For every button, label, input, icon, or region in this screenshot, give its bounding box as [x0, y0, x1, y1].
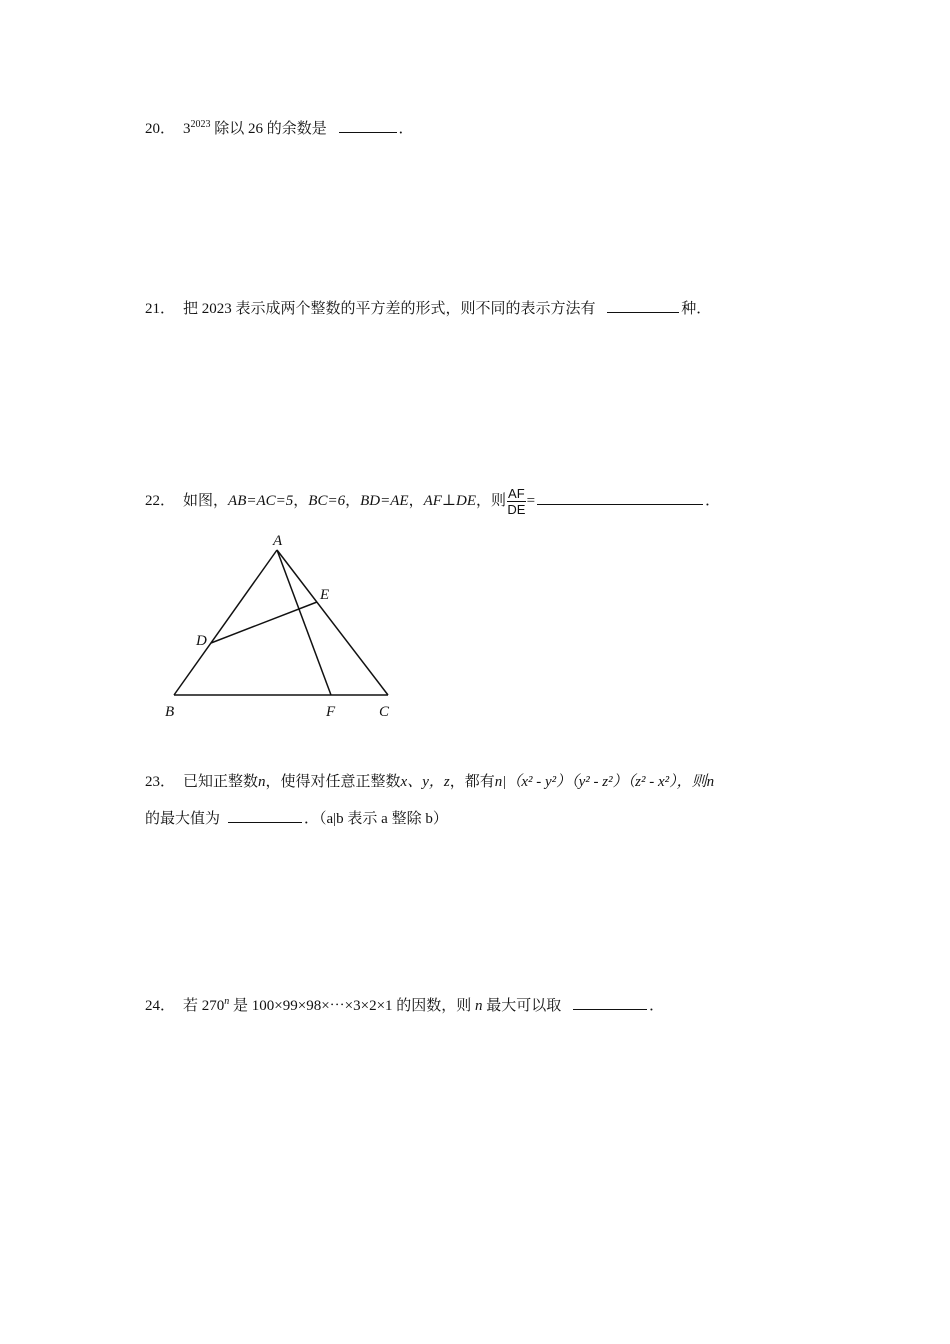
condition: BD=AE — [360, 493, 409, 509]
period: ． — [649, 998, 665, 1014]
separator: ， — [293, 493, 309, 509]
label-d: D — [196, 633, 207, 649]
question-text: ，使得对任意正整数 — [265, 774, 401, 790]
triangle-figure — [160, 528, 410, 728]
separator: ， — [408, 493, 424, 509]
question-20 — [145, 118, 414, 140]
answer-blank[interactable] — [607, 298, 679, 313]
question-23-line2 — [145, 808, 448, 830]
variable-n: n — [258, 774, 266, 790]
power-exponent: n — [224, 996, 230, 1007]
condition: AF⊥DE — [423, 493, 477, 509]
denominator: DE — [507, 502, 526, 518]
question-text: 最大可以取 — [486, 998, 562, 1014]
answer-blank[interactable] — [228, 808, 302, 823]
question-22 — [145, 480, 720, 522]
period: ． — [705, 493, 721, 509]
question-number: 20． — [145, 121, 176, 137]
question-number: 24． — [145, 998, 176, 1014]
question-21 — [145, 298, 711, 320]
variable-n: n — [706, 774, 715, 790]
question-text: 是 100×99×98×⋯×3×2×1 的因数，则 — [233, 998, 472, 1014]
question-text: 已知正整数 — [183, 774, 259, 790]
divisibility-expression: n|（x² - y²）（y² - z²）（z² - x²），则 — [494, 774, 707, 790]
numerator: AF — [508, 486, 525, 502]
question-text: 把 2023 表示成两个整数的平方差的形式，则不同的表示方法有 — [183, 301, 596, 317]
question-24 — [145, 995, 664, 1017]
question-text: 除以 26 的余数是 — [214, 121, 327, 137]
power-base: 若 270 — [183, 998, 225, 1014]
power-exponent: 2023 — [190, 119, 211, 130]
answer-blank[interactable] — [339, 118, 397, 133]
question-number: 23． — [145, 774, 176, 790]
fraction-af-de — [507, 486, 526, 517]
question-text: 的最大值为 — [145, 811, 221, 827]
condition: BC=6 — [308, 493, 346, 509]
condition: AB=AC=5 — [228, 493, 294, 509]
question-note: ．（a|b 表示 a 整除 b） — [304, 811, 448, 827]
equals-sign: = — [526, 493, 536, 509]
separator: ， — [345, 493, 361, 509]
variables-xyz: x、y，z — [400, 774, 450, 790]
answer-blank[interactable] — [573, 995, 647, 1010]
power-base: 3 — [183, 121, 191, 137]
period: ． — [398, 121, 414, 137]
question-prefix: 如图， — [183, 493, 229, 509]
label-f: F — [326, 704, 336, 720]
question-text: ，都有 — [449, 774, 495, 790]
separator: ， — [476, 493, 492, 509]
label-b: B — [165, 704, 175, 720]
answer-blank[interactable] — [537, 490, 703, 505]
label-c: C — [379, 704, 390, 720]
variable-n: n — [475, 998, 483, 1014]
question-number: 22． — [145, 493, 176, 509]
question-23 — [145, 771, 714, 793]
question-number: 21． — [145, 301, 176, 317]
label-e: E — [320, 587, 330, 603]
then-word: 则 — [491, 493, 507, 509]
triangle-diagram — [160, 528, 410, 728]
label-a: A — [273, 533, 283, 549]
question-suffix: 种． — [681, 301, 712, 317]
